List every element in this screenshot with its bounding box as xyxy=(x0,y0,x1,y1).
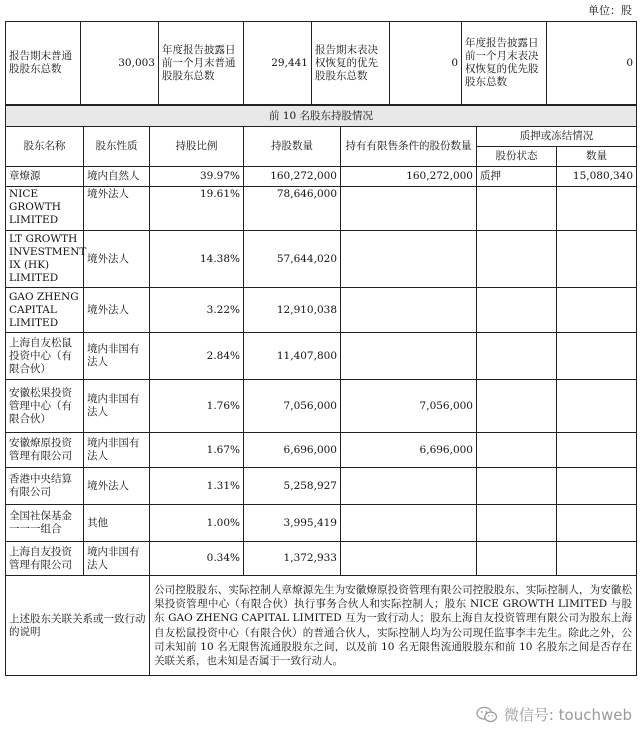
relation-label: 上述股东关联关系或一致行动的说明 xyxy=(6,576,150,676)
row-quantity: 11,407,800 xyxy=(244,333,341,380)
row-ratio: 1.67% xyxy=(150,433,244,468)
header-pledge-qty: 数量 xyxy=(557,147,637,167)
summary-value-3: 0 xyxy=(390,22,462,105)
header-quantity: 持股数量 xyxy=(244,127,341,167)
row-status xyxy=(477,433,557,468)
row-restricted xyxy=(341,288,477,333)
header-name: 股东名称 xyxy=(6,127,84,167)
row-name: 上海自友松鼠投资中心（有限合伙） xyxy=(6,333,84,380)
row-restricted xyxy=(341,542,477,576)
summary-value-2: 29,441 xyxy=(244,22,312,105)
header-nature: 股东性质 xyxy=(84,127,150,167)
row-status: 质押 xyxy=(477,167,557,187)
row-pledged xyxy=(557,187,637,231)
row-status xyxy=(477,542,557,576)
row-name: 全国社保基金一一一组合 xyxy=(6,505,84,542)
row-pledged xyxy=(557,542,637,576)
row-name: NICE GROWTH LIMITED xyxy=(6,187,84,231)
row-pledged xyxy=(557,380,637,433)
row-nature: 境内非国有法人 xyxy=(84,433,150,468)
row-quantity: 1,372,933 xyxy=(244,542,341,576)
row-restricted: 6,696,000 xyxy=(341,433,477,468)
row-quantity: 160,272,000 xyxy=(244,167,341,187)
row-name: 香港中央结算有限公司 xyxy=(6,468,84,505)
row-restricted xyxy=(341,333,477,380)
row-quantity: 7,056,000 xyxy=(244,380,341,433)
row-quantity: 12,910,038 xyxy=(244,288,341,333)
row-nature: 境内非国有法人 xyxy=(84,333,150,380)
row-quantity: 57,644,020 xyxy=(244,231,341,288)
shareholders-table xyxy=(5,105,637,676)
row-status xyxy=(477,187,557,231)
row-quantity: 6,696,000 xyxy=(244,433,341,468)
row-name: 安徽燎原投资管理有限公司 xyxy=(6,433,84,468)
row-nature: 其他 xyxy=(84,505,150,542)
section-title: 前 10 名股东持股情况 xyxy=(6,106,637,127)
row-ratio: 1.76% xyxy=(150,380,244,433)
row-pledged xyxy=(557,505,637,542)
row-ratio: 3.22% xyxy=(150,288,244,333)
row-restricted xyxy=(341,505,477,542)
row-status xyxy=(477,468,557,505)
row-name: 上海自友投资管理有限公司 xyxy=(6,542,84,576)
row-pledged: 15,080,340 xyxy=(557,167,637,187)
row-nature: 境外法人 xyxy=(84,231,150,288)
row-ratio: 2.84% xyxy=(150,333,244,380)
table-row xyxy=(6,167,637,187)
row-name: 安徽松果投资管理中心（有限合伙） xyxy=(6,380,84,433)
row-nature: 境外法人 xyxy=(84,187,150,231)
row-name: LT GROWTH INVESTMENT IX (HK) LIMITED xyxy=(6,231,84,288)
summary-value-4: 0 xyxy=(547,22,637,105)
unit-label: 单位：股 xyxy=(588,4,632,17)
header-ratio: 持股比例 xyxy=(150,127,244,167)
table-row xyxy=(6,542,637,576)
table-row xyxy=(6,505,637,542)
row-nature: 境外法人 xyxy=(84,468,150,505)
row-ratio: 0.34% xyxy=(150,542,244,576)
row-nature: 境内自然人 xyxy=(84,167,150,187)
wechat-icon xyxy=(476,706,498,724)
row-restricted: 7,056,000 xyxy=(341,380,477,433)
row-pledged xyxy=(557,333,637,380)
row-ratio: 1.31% xyxy=(150,468,244,505)
row-quantity: 5,258,927 xyxy=(244,468,341,505)
row-ratio: 39.97% xyxy=(150,167,244,187)
watermark-text: 微信号: touchweb xyxy=(503,705,632,724)
summary-label-2: 年度报告披露日前一个月末普通股股东总数 xyxy=(159,22,244,105)
summary-table xyxy=(5,21,637,105)
row-ratio: 14.38% xyxy=(150,231,244,288)
row-restricted xyxy=(341,231,477,288)
row-status xyxy=(477,333,557,380)
row-restricted xyxy=(341,468,477,505)
row-ratio: 1.00% xyxy=(150,505,244,542)
table-row xyxy=(6,333,637,380)
header-pledge-status: 股份状态 xyxy=(477,147,557,167)
row-status xyxy=(477,380,557,433)
row-pledged xyxy=(557,231,637,288)
row-status xyxy=(477,505,557,542)
row-status xyxy=(477,231,557,288)
row-quantity: 78,646,000 xyxy=(244,187,341,231)
table-row xyxy=(6,288,637,333)
row-nature: 境外法人 xyxy=(84,288,150,333)
table-row xyxy=(6,187,637,231)
watermark xyxy=(476,706,632,724)
row-status xyxy=(477,288,557,333)
summary-value-1: 30,003 xyxy=(81,22,159,105)
table-row xyxy=(6,468,637,505)
table-row xyxy=(6,433,637,468)
header-restricted: 持有有限售条件的股份数量 xyxy=(341,127,477,167)
row-restricted xyxy=(341,187,477,231)
summary-label-3: 报告期末表决权恢复的优先股股东总数 xyxy=(312,22,390,105)
row-quantity: 3,995,419 xyxy=(244,505,341,542)
row-pledged xyxy=(557,433,637,468)
table-row xyxy=(6,380,637,433)
row-restricted: 160,272,000 xyxy=(341,167,477,187)
row-name: 章燎源 xyxy=(6,167,84,187)
relation-row xyxy=(6,576,637,676)
table-row xyxy=(6,231,637,288)
summary-label-4: 年度报告披露日前一个月末表决权恢复的优先股股东总数 xyxy=(462,22,547,105)
header-pledge: 质押或冻结情况 xyxy=(477,127,637,147)
row-nature: 境内非国有法人 xyxy=(84,542,150,576)
row-pledged xyxy=(557,468,637,505)
row-nature: 境内非国有法人 xyxy=(84,380,150,433)
summary-label-1: 报告期末普通股股东总数 xyxy=(6,22,81,105)
row-name: GAO ZHENG CAPITAL LIMITED xyxy=(6,288,84,333)
row-pledged xyxy=(557,288,637,333)
row-ratio: 19.61% xyxy=(150,187,244,231)
relation-text: 公司控股股东、实际控制人章燎源先生为安徽燎原投资管理有限公司控股股东、实际控制人，为安徽松果投资管理中心（有限合伙）执行事务合伙人和实际控制人；股东 NICE GROWTH LIMITED 与股东 GAO ZHENG CAPITAL LIMITED 互为一致行动人；股东上海自友投资管理有限公司为股东上海自友松鼠投资中心（有限合伙）的普通合伙人，实际控制人均为公司现任监事李丰先生。除此之外，公司未知前 10 名无限售流通股股东之间，以及前 10 名无限售流通股股东和前 10 名股东之间是否存在关联关系，也未知是否属于一致行动人。 xyxy=(150,576,637,676)
